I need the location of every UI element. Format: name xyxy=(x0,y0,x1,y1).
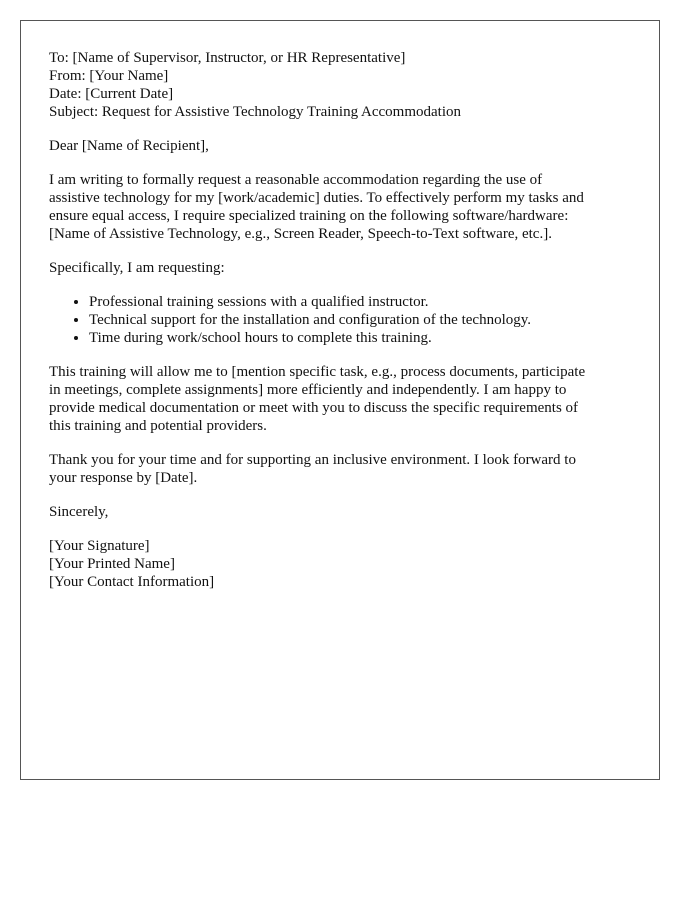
printed-name: [Your Printed Name] xyxy=(49,556,175,572)
list-item: • Time during work/school hours to complete this training. xyxy=(89,329,633,347)
letter-body xyxy=(49,49,633,591)
date-line: Date: [Current Date] xyxy=(49,86,174,102)
subject-line: Subject: Request for Assistive Technology Training Accommodation xyxy=(49,104,461,120)
from-line: From: [Your Name] xyxy=(49,68,169,84)
request-intro: Specifically, I am requesting: xyxy=(49,260,225,276)
benefit-paragraph: This training will allow me to [mention specific task, e.g., process documents, participate in meetings, complete assignments] more efficiently and independently. I am happy to provide medical documentation or meet with you to discuss the specific requirements of this training and potential providers. xyxy=(49,364,586,434)
letter-header xyxy=(49,49,633,121)
to-line: To: [Name of Supervisor, Instructor, or HR Representative] xyxy=(49,50,406,66)
list-item: • Professional training sessions with a qualified instructor. xyxy=(89,293,633,311)
list-item: • Technical support for the installation and configuration of the technology. xyxy=(89,311,633,329)
salutation: Dear [Name of Recipient], xyxy=(49,138,209,154)
intro-paragraph: I am writing to formally request a reasonable accommodation regarding the use of assistive technology for my [work/academic] duties. To effectively perform my tasks and ensure equal access, I require specialized training on the following software/hardware: [Name of Assistive Technology, e.g., Screen Reader, Speech-to-Text software, etc.]. xyxy=(49,172,584,242)
letter-page xyxy=(20,20,660,780)
request-list xyxy=(49,293,633,347)
thanks-paragraph: Thank you for your time and for supporting an inclusive environment. I look forward to your response by [Date]. xyxy=(49,452,576,486)
signature-block xyxy=(49,537,633,591)
signature-line: [Your Signature] xyxy=(49,538,150,554)
contact-info: [Your Contact Information] xyxy=(49,574,215,590)
closing: Sincerely, xyxy=(49,504,109,520)
